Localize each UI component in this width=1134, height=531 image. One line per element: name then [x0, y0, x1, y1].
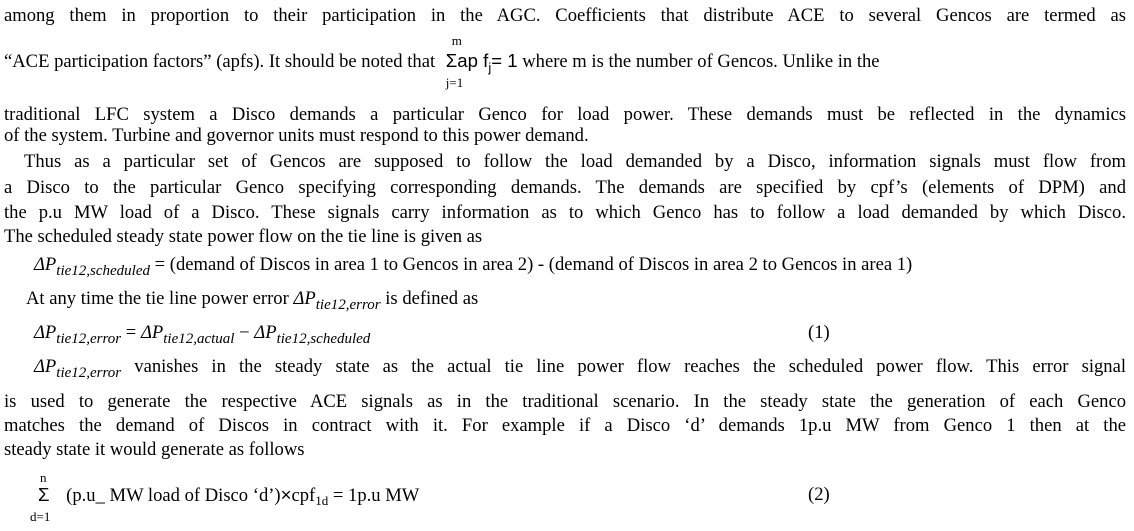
delta-p-symbol: ΔP — [34, 322, 57, 343]
apf-subscript: j — [488, 60, 492, 75]
subscript-error: tie12,error — [56, 331, 122, 347]
text-segment: where m is the number of Gencos. Unlike in the — [522, 51, 880, 72]
equation-number: (1) — [808, 322, 830, 343]
subscript-actual: tie12,actual — [163, 331, 235, 347]
paragraph-line: The scheduled steady state power flow on the tie line is given as — [4, 226, 483, 247]
eq2-rhs: = 1p.u MW — [332, 485, 420, 506]
equals-sign: = — [125, 322, 137, 343]
sum-lower-limit: j=1 — [445, 75, 464, 90]
paragraph-line: a Disco to the particular Genco specifying corresponding demands. The demands are specified by cpf’s (elements of DPM) and — [4, 177, 1126, 198]
scheduled-flow-equation — [34, 254, 1126, 277]
cpf-term: cpf — [291, 485, 316, 506]
paragraph-line — [34, 356, 1126, 379]
cpf-subscript: 1d — [315, 493, 329, 508]
text-segment: = (demand of Discos in area 1 to Gencos in area 2) - (demand of Discos in area 2 to Gencos in area 1) — [154, 254, 913, 275]
sigma-symbol: Σ — [38, 484, 50, 505]
apf-equals: = 1 — [491, 50, 518, 71]
equation-2 — [30, 470, 1126, 524]
minus-sign: − — [239, 322, 250, 343]
delta-p-symbol: ΔP — [140, 322, 164, 343]
subscript-error: tie12,error — [56, 365, 122, 381]
tie-line-error-definition — [26, 288, 1126, 311]
delta-p-symbol: ΔP — [34, 356, 57, 377]
paragraph-line: the p.u MW load of a Disco. These signals carry information as to which Genco has to follow a load demanded by which Disco. — [4, 202, 1126, 223]
subscript-error: tie12,error — [315, 297, 381, 313]
times-sign: × — [280, 484, 292, 505]
paragraph-line: of the system. Turbine and governor units must respond to this power demand. — [4, 125, 589, 146]
subscript-scheduled: tie12,scheduled — [56, 263, 151, 279]
sum-upper-limit: n — [40, 470, 47, 485]
paragraph-line: traditional LFC system a Disco demands a particular Genco for load power. These demands must be reflected in the dynamics — [4, 104, 1126, 125]
paragraph-line-apf — [4, 33, 1126, 90]
sum-lower-limit: d=1 — [30, 509, 51, 524]
delta-p-symbol: ΔP — [254, 322, 277, 343]
delta-p-symbol: ΔP — [293, 288, 316, 309]
eq2-body: (p.u_ MW load of Disco ‘d’) — [66, 485, 281, 506]
sigma-symbol: Σ — [445, 50, 458, 71]
equation-1 — [34, 322, 1126, 345]
text-segment: “ACE participation factors” (apfs). It should be noted that — [4, 51, 436, 72]
apf-sum-formula — [445, 33, 518, 90]
equation-number: (2) — [808, 484, 830, 505]
paragraph-line: is used to generate the respective ACE signals as in the traditional scenario. In the steady state the generation of each Genco — [4, 391, 1126, 412]
sum-upper-limit: m — [451, 33, 462, 48]
apf-term: ap f — [457, 50, 489, 71]
paragraph-line: Thus as a particular set of Gencos are supposed to follow the load demanded by a Disco, information signals must flow from — [24, 151, 1126, 172]
paragraph-line: matches the demand of Discos in contract with it. For example if a Disco ‘d’ demands 1p.u MW from Genco 1 then at the — [4, 415, 1126, 436]
paragraph-line: steady state it would generate as follows — [4, 439, 305, 460]
text-segment: At any time the tie line power error — [26, 288, 289, 309]
text-segment: vanishes in the steady state as the actual tie line power flow reaches the scheduled power flow. This error signal — [134, 356, 1126, 377]
eq2-sum — [30, 470, 51, 524]
paragraph-line: among them in proportion to their participation in the AGC. Coefficients that distribute ACE to several Gencos are termed as — [4, 5, 1126, 26]
text-segment: is defined as — [385, 288, 479, 309]
delta-p-symbol: ΔP — [34, 254, 57, 275]
subscript-scheduled: tie12,scheduled — [276, 331, 371, 347]
